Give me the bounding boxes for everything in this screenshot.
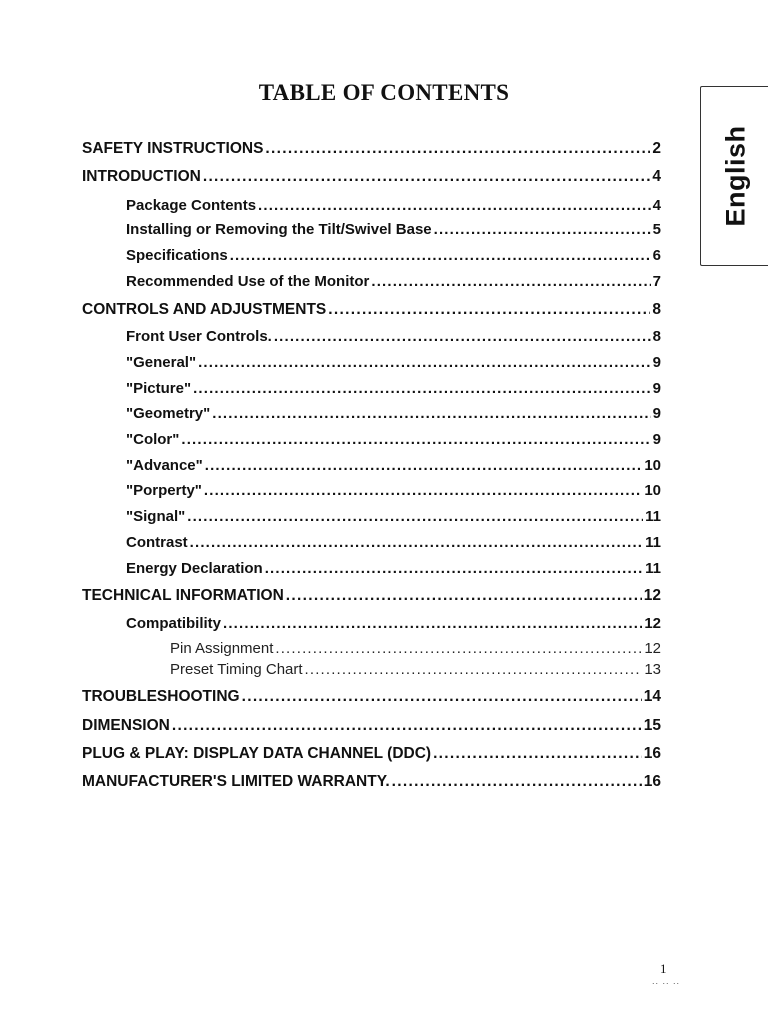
- toc-leader: [205, 457, 643, 474]
- toc-label: "Geometry": [126, 405, 211, 422]
- toc-entry-general[interactable]: [126, 354, 661, 371]
- toc-entry-troubleshooting[interactable]: [82, 688, 661, 706]
- toc-leader: [258, 197, 651, 214]
- toc-label: "General": [126, 354, 197, 371]
- toc-label: Installing or Removing the Tilt/Swivel Base: [126, 221, 432, 238]
- toc-page-number: 14: [643, 688, 661, 705]
- toc-entry-energy-declaration[interactable]: [126, 560, 661, 577]
- toc-leader: [265, 560, 643, 577]
- toc-page-number: 4: [652, 168, 661, 185]
- toc-entry-advance[interactable]: [126, 457, 661, 474]
- toc-entry-preset-timing-chart[interactable]: [170, 661, 661, 678]
- toc-entry-package-contents[interactable]: [126, 197, 661, 214]
- toc-page-number: 7: [652, 273, 661, 290]
- toc-label: Preset Timing Chart: [170, 661, 303, 678]
- footer-marks: .. .. ..: [652, 976, 681, 986]
- toc-label: "Picture": [126, 380, 192, 397]
- toc-entry-limited-warranty[interactable]: [82, 773, 661, 791]
- toc-label: INTRODUCTION: [82, 168, 201, 185]
- toc-leader: [371, 273, 650, 290]
- toc-leader: [212, 405, 650, 422]
- toc-page-number: 9: [652, 354, 661, 371]
- toc-leader: [193, 380, 651, 397]
- toc-leader: [286, 587, 642, 605]
- toc-entry-picture[interactable]: [126, 380, 661, 397]
- toc-entry-safety-instructions[interactable]: [82, 140, 661, 158]
- toc-leader: [198, 354, 651, 371]
- toc-entry-recommended-use[interactable]: [126, 273, 661, 290]
- toc-page-number: 4: [652, 197, 661, 214]
- toc-leader: [242, 688, 642, 706]
- toc-leader: [230, 247, 651, 264]
- page-number: 1: [660, 961, 667, 976]
- toc-page-number: 9: [652, 380, 661, 397]
- toc-leader: [190, 534, 643, 551]
- toc-page-number: 12: [644, 615, 661, 632]
- toc-page-number: 6: [652, 247, 661, 264]
- toc-leader: [181, 431, 650, 448]
- toc-leader: [305, 661, 643, 678]
- toc-entry-porperty[interactable]: [126, 482, 661, 499]
- toc-leader: [433, 745, 642, 763]
- toc-entry-specifications[interactable]: [126, 247, 661, 264]
- toc-page-number: 8: [652, 328, 661, 345]
- language-tab: [700, 86, 768, 266]
- language-tab-label: English: [720, 125, 751, 227]
- toc-entry-plug-and-play-ddc[interactable]: [82, 745, 661, 763]
- toc-label: Energy Declaration: [126, 560, 263, 577]
- toc-page-number: 16: [643, 745, 661, 762]
- toc-entry-controls-adjustments[interactable]: [82, 301, 661, 319]
- page-title: TABLE OF CONTENTS: [258, 80, 510, 105]
- toc-page-number: 8: [652, 301, 661, 318]
- toc-leader: [223, 615, 642, 632]
- toc-leader: [275, 640, 642, 657]
- toc-leader: [274, 328, 651, 345]
- toc-entry-installing-removing-base[interactable]: [126, 221, 661, 238]
- toc-label: Contrast: [126, 534, 188, 551]
- toc-page-number: 11: [645, 560, 661, 577]
- toc-label: DIMENSION: [82, 717, 170, 734]
- toc-leader: [434, 221, 651, 238]
- toc-label: MANUFACTURER'S LIMITED WARRANTY.: [82, 773, 390, 790]
- toc-entry-contrast[interactable]: [126, 534, 661, 551]
- toc-label: PLUG & PLAY: DISPLAY DATA CHANNEL (DDC): [82, 745, 432, 762]
- toc-label: TECHNICAL INFORMATION: [82, 587, 284, 604]
- toc-entry-geometry[interactable]: [126, 405, 661, 422]
- toc-label: Package Contents: [126, 197, 257, 214]
- toc-leader: [204, 482, 642, 499]
- toc-page-number: 13: [644, 661, 661, 678]
- toc-page-number: 9: [652, 431, 661, 448]
- toc-page-number: 15: [643, 717, 661, 734]
- toc-label: Recommended Use of the Monitor: [126, 273, 370, 290]
- toc-entry-dimension[interactable]: [82, 717, 661, 735]
- toc-page-number: 5: [652, 221, 661, 238]
- toc-page-number: 9: [652, 405, 661, 422]
- toc-page-number: 11: [645, 534, 661, 551]
- toc-page-number: 2: [652, 140, 661, 157]
- toc-label: "Signal": [126, 508, 186, 525]
- toc-page-number: 12: [643, 587, 661, 604]
- toc-label: Pin Assignment: [170, 640, 274, 657]
- toc-label: "Advance": [126, 457, 203, 474]
- toc-label: TROUBLESHOOTING: [82, 688, 240, 705]
- toc-page-number: 10: [644, 482, 661, 499]
- toc-label: Compatibility: [126, 615, 222, 632]
- toc-leader: [328, 301, 650, 319]
- toc-leader: [187, 508, 643, 525]
- toc-entry-compatibility[interactable]: [126, 615, 661, 632]
- toc-leader: [203, 168, 651, 186]
- toc-page-number: 10: [644, 457, 661, 474]
- toc-entry-technical-information[interactable]: [82, 587, 661, 605]
- toc-page-number: 12: [644, 640, 661, 657]
- toc-label: SAFETY INSTRUCTIONS: [82, 140, 264, 157]
- toc-label: "Color": [126, 431, 180, 448]
- toc-leader: [265, 140, 650, 158]
- toc-entry-pin-assignment[interactable]: [170, 640, 661, 657]
- toc-entry-signal[interactable]: [126, 508, 661, 525]
- toc-leader: [172, 717, 642, 735]
- toc-entry-introduction[interactable]: [82, 168, 661, 186]
- toc-label: Specifications: [126, 247, 228, 264]
- toc-entry-color[interactable]: [126, 431, 661, 448]
- toc-page-number: 11: [645, 508, 661, 525]
- toc-label: "Porperty": [126, 482, 202, 499]
- toc-entry-front-user-controls[interactable]: [126, 328, 661, 345]
- toc-leader: [392, 773, 642, 791]
- toc-label: Front User Controls.: [126, 328, 272, 345]
- toc-label: CONTROLS AND ADJUSTMENTS: [82, 301, 327, 318]
- toc-page-number: 16: [643, 773, 661, 790]
